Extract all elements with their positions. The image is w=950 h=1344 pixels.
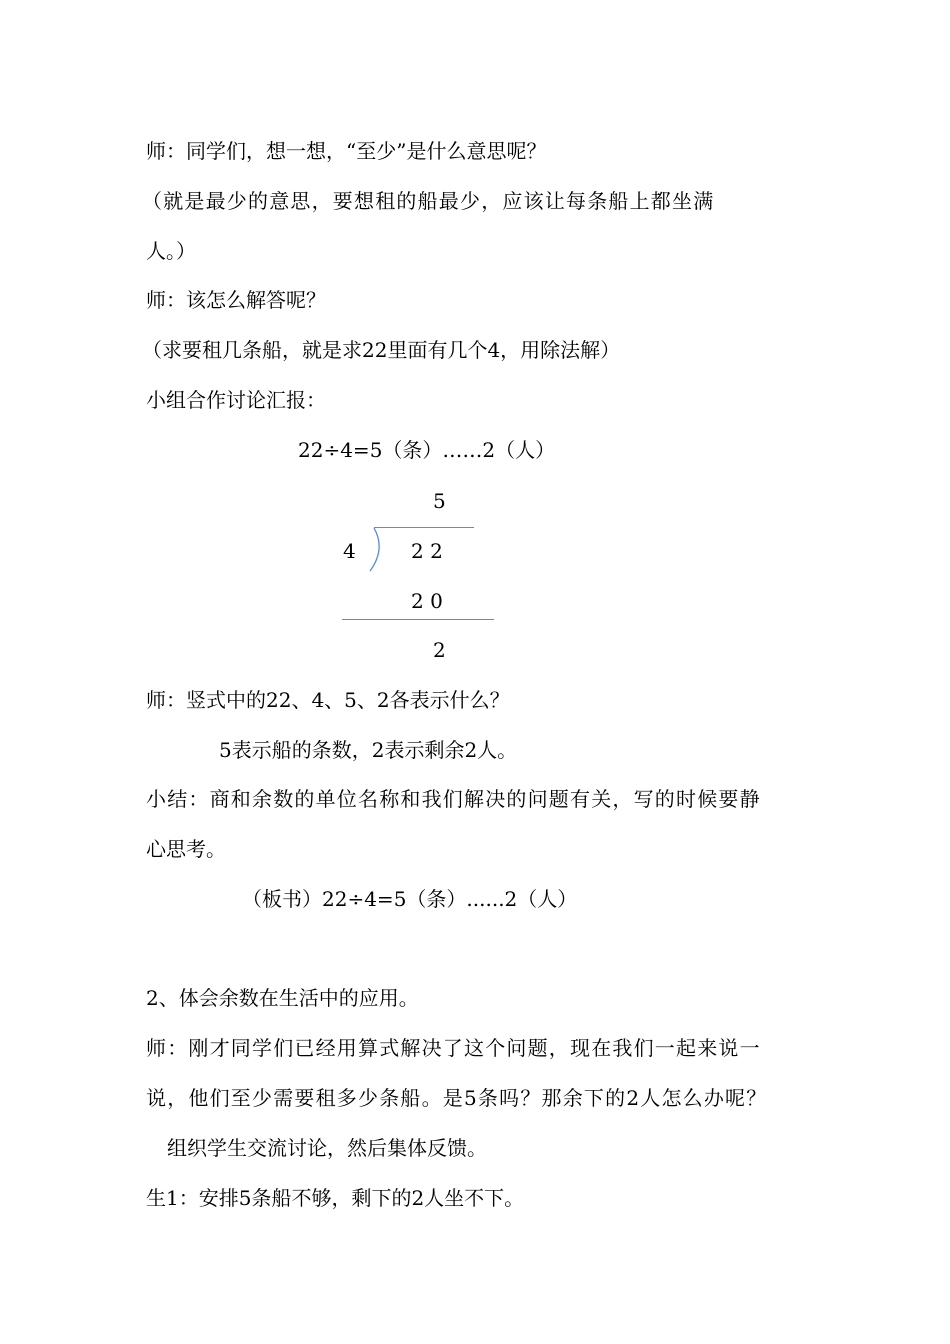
equation: 22÷4=5（条）……2（人） — [298, 438, 556, 462]
student-answer-1: 生1：安排5条船不够，剩下的2人坐不下。 — [146, 1186, 525, 1210]
answer-meaning-line1: （就是最少的意思，要想租的船最少，应该让每条船上都坐满 — [142, 189, 715, 213]
teacher-question-how: 师：该怎么解答呢？ — [146, 288, 326, 312]
division-bracket — [366, 527, 384, 573]
teacher-prompt-line1: 师：刚才同学们已经用算式解决了这个问题，现在我们一起来说一 — [146, 1036, 761, 1060]
teacher-question-meaning: 师：竖式中的22、4、5、2各表示什么？ — [146, 688, 510, 712]
product: 2 0 — [411, 589, 443, 613]
remainder: 2 — [433, 638, 446, 662]
group-report-heading: 小组合作讨论汇报： — [146, 388, 326, 412]
organize-discussion: 组织学生交流讨论，然后集体反馈。 — [167, 1136, 487, 1160]
teacher-prompt-line2: 说，他们至少需要租多少条船。是5条吗？那余下的2人怎么办呢？ — [146, 1086, 768, 1110]
section-heading-application: 2、体会余数在生活中的应用。 — [146, 986, 419, 1010]
summary-line1: 小结：商和余数的单位名称和我们解决的问题有关，写的时候要静 — [146, 787, 761, 811]
answer-meaning-line2: 人。） — [146, 239, 196, 263]
teacher-question-at-least: 师：同学们，想一想，“至少”是什么意思呢？ — [146, 139, 547, 163]
division-bar — [374, 527, 474, 528]
quotient: 5 — [433, 489, 446, 513]
board-writing: （板书）22÷4=5（条）......2（人） — [242, 887, 578, 911]
summary-line2: 心思考。 — [146, 837, 226, 861]
answer-division-method: （求要租几条船，就是求22里面有几个4，用除法解） — [142, 338, 621, 362]
dividend: 2 2 — [411, 539, 443, 563]
divisor: 4 — [343, 539, 356, 563]
subtraction-line — [342, 619, 494, 620]
answer-meaning-numbers: 5表示船的条数，2表示剩余2人。 — [219, 738, 518, 762]
